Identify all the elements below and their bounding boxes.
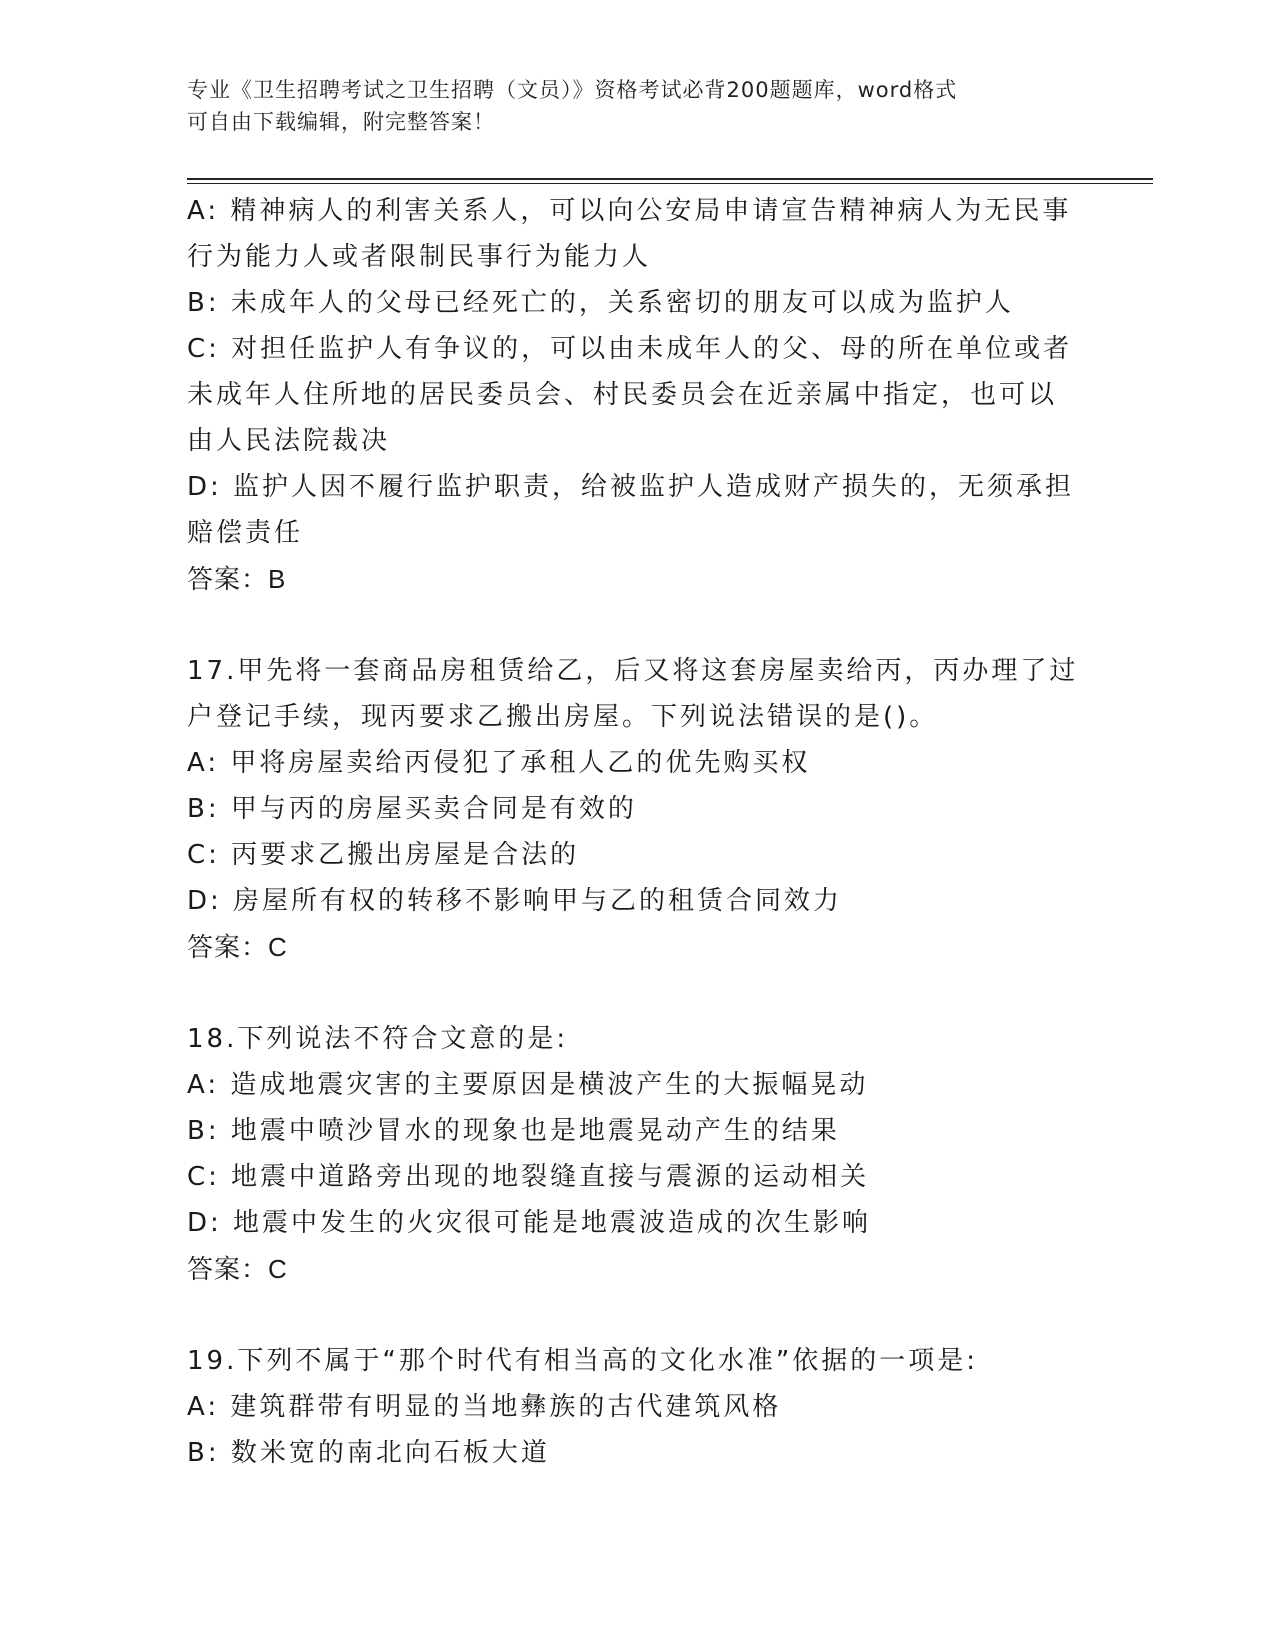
q17-option-a: A: 甲将房屋卖给丙侵犯了承租人乙的优先购买权 (187, 748, 811, 778)
q16-option-c-line-2: 未成年人住所地的居民委员会、村民委员会在近亲属中指定，也可以 (187, 380, 1058, 410)
q18-option-d: D: 地震中发生的火灾很可能是地震波造成的次生影响 (187, 1208, 872, 1238)
spacer (187, 1292, 1087, 1338)
q17-option-d: D: 房屋所有权的转移不影响甲与乙的租赁合同效力 (187, 886, 843, 916)
q18-option-a: A: 造成地震灾害的主要原因是横波产生的大振幅晃动 (187, 1070, 869, 1100)
q18-option-c: C: 地震中道路旁出现的地裂缝直接与震源的运动相关 (187, 1162, 870, 1192)
question-18-block (187, 1016, 1087, 1292)
spacer (187, 970, 1087, 1016)
document-header (187, 74, 1067, 138)
question-17-block (187, 648, 1087, 970)
spacer (187, 602, 1087, 648)
question-19-block (187, 1338, 1087, 1476)
document-body (187, 188, 1087, 1476)
question-16-block (187, 188, 1087, 602)
q17-option-b: B: 甲与丙的房屋买卖合同是有效的 (187, 794, 637, 824)
q17-question-line-2: 户登记手续，现丙要求乙搬出房屋。下列说法错误的是()。 (187, 702, 939, 732)
q18-answer: 答案：C (187, 1254, 288, 1284)
q17-answer: 答案：C (187, 932, 288, 962)
q16-option-d-line-1: D: 监护人因不履行监护职责，给被监护人造成财产损失的，无须承担 (187, 472, 1075, 502)
header-line-1: 专业《卫生招聘考试之卫生招聘（文员）》资格考试必背200题题库，word格式 (187, 78, 958, 102)
q19-option-b: B: 数米宽的南北向石板大道 (187, 1438, 550, 1468)
q18-question: 18.下列说法不符合文意的是: (187, 1024, 569, 1054)
header-divider-thin (187, 183, 1153, 184)
q16-option-a-line-1: A: 精神病人的利害关系人，可以向公安局申请宣告精神病人为无民事 (187, 196, 1072, 226)
q16-option-c-line-3: 由人民法院裁决 (187, 426, 391, 456)
q19-question: 19.下列不属于“那个时代有相当高的文化水准”依据的一项是: (187, 1346, 979, 1376)
header-divider-thick (187, 178, 1153, 180)
q16-answer: 答案：B (187, 564, 287, 594)
q17-question-line-1: 17.甲先将一套商品房租赁给乙，后又将这套房屋卖给丙，丙办理了过 (187, 656, 1079, 686)
q19-option-a: A: 建筑群带有明显的当地彝族的古代建筑风格 (187, 1392, 782, 1422)
q16-option-b: B: 未成年人的父母已经死亡的，关系密切的朋友可以成为监护人 (187, 288, 1014, 318)
q16-option-d-line-2: 赔偿责任 (187, 518, 304, 548)
q16-option-c-line-1: C: 对担任监护人有争议的，可以由未成年人的父、母的所在单位或者 (187, 334, 1073, 364)
q17-option-c: C: 丙要求乙搬出房屋是合法的 (187, 840, 580, 870)
q16-option-a-line-2: 行为能力人或者限制民事行为能力人 (187, 242, 652, 272)
header-line-2: 可自由下载编辑，附完整答案！ (187, 110, 495, 134)
q18-option-b: B: 地震中喷沙冒水的现象也是地震晃动产生的结果 (187, 1116, 840, 1146)
